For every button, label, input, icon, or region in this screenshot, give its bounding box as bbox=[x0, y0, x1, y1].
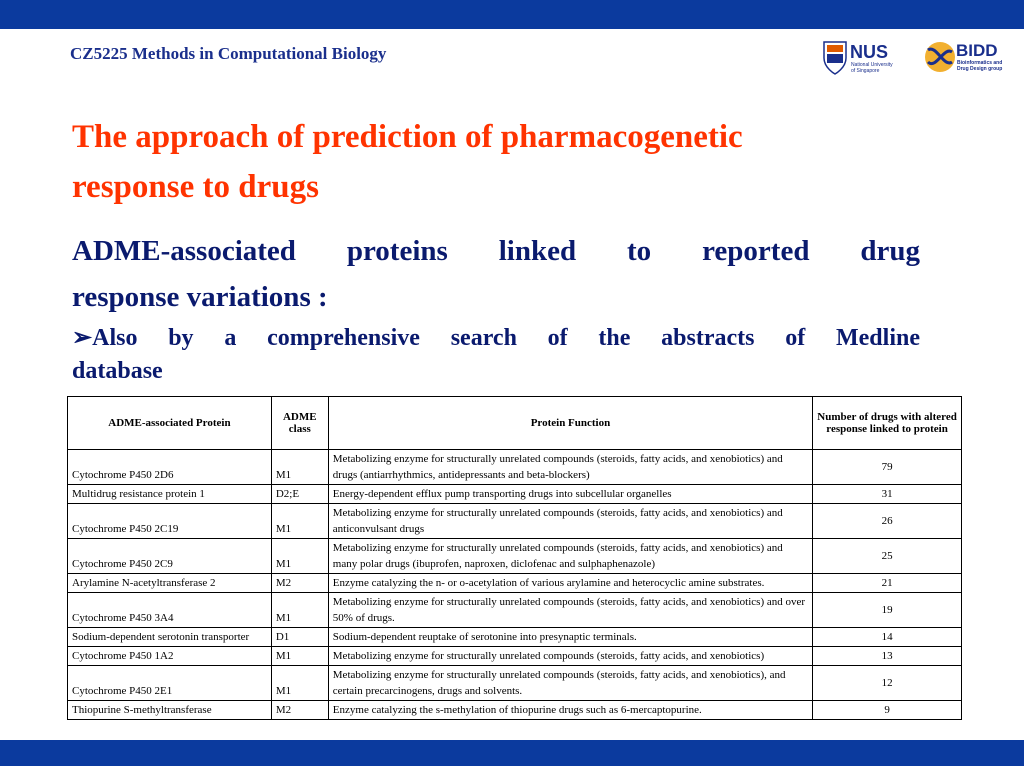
protein-cell: Cytochrome P450 2C9 bbox=[68, 539, 272, 574]
function-cell: Metabolizing enzyme for structurally unrelated compounds (steroids, fatty acids, and xenobiotics) and anticonvulsant drugs bbox=[328, 504, 812, 539]
column-header: ADME-associated Protein bbox=[68, 397, 272, 450]
count-cell: 12 bbox=[813, 666, 962, 701]
function-cell: Metabolizing enzyme for structurally unrelated compounds (steroids, fatty acids, and xenobiotics) and over 50% of drugs. bbox=[328, 593, 812, 628]
count-cell: 14 bbox=[813, 628, 962, 647]
class-cell: M1 bbox=[271, 504, 328, 539]
class-cell: M1 bbox=[271, 647, 328, 666]
adme-table bbox=[67, 396, 962, 720]
function-cell: Metabolizing enzyme for structurally unrelated compounds (steroids, fatty acids, and xenobiotics) and many polar drugs (ibuprofen, naproxen, diclofenac and sulphaphenazole) bbox=[328, 539, 812, 574]
count-cell: 21 bbox=[813, 574, 962, 593]
function-cell: Metabolizing enzyme for structurally unrelated compounds (steroids, fatty acids, and xenobiotics) and drugs (antiarrhythmics, antidepressants and beta-blockers) bbox=[328, 450, 812, 485]
table-row bbox=[68, 450, 962, 485]
nus-logo-text: NUS bbox=[850, 42, 889, 62]
protein-cell: Cytochrome P450 3A4 bbox=[68, 593, 272, 628]
count-cell: 9 bbox=[813, 701, 962, 720]
slide-title bbox=[72, 112, 932, 212]
bullet-line2: database bbox=[72, 358, 163, 384]
function-cell: Metabolizing enzyme for structurally unrelated compounds (steroids, fatty acids, and xenobiotics) bbox=[328, 647, 812, 666]
bottom-banner bbox=[0, 740, 1024, 766]
class-cell: M1 bbox=[271, 593, 328, 628]
function-cell: Enzyme catalyzing the n- or o-acetylation of various arylamine and heterocyclic amine substrates. bbox=[328, 574, 812, 593]
protein-cell: Cytochrome P450 2C19 bbox=[68, 504, 272, 539]
table-header-row bbox=[68, 397, 962, 450]
nus-logo bbox=[820, 38, 902, 78]
class-cell: M1 bbox=[271, 666, 328, 701]
slide-title-line1: The approach of prediction of pharmacogenetic bbox=[72, 119, 743, 155]
column-header: ADME class bbox=[271, 397, 328, 450]
subtitle-line2: response variations : bbox=[72, 281, 328, 313]
class-cell: M1 bbox=[271, 539, 328, 574]
function-cell: Metabolizing enzyme for structurally unrelated compounds (steroids, fatty acids, and xenobiotics), and certain precarcinogens, drugs and solvents. bbox=[328, 666, 812, 701]
protein-cell: Arylamine N-acetyltransferase 2 bbox=[68, 574, 272, 593]
protein-cell: Cytochrome P450 2E1 bbox=[68, 666, 272, 701]
class-cell: M2 bbox=[271, 701, 328, 720]
protein-cell: Thiopurine S-methyltransferase bbox=[68, 701, 272, 720]
slide-subtitle bbox=[72, 228, 920, 320]
column-header: Protein Function bbox=[328, 397, 812, 450]
function-cell: Enzyme catalyzing the s-methylation of thiopurine drugs such as 6-mercaptopurine. bbox=[328, 701, 812, 720]
table-row bbox=[68, 701, 962, 720]
class-cell: M2 bbox=[271, 574, 328, 593]
table-row bbox=[68, 628, 962, 647]
bidd-logo bbox=[922, 38, 1010, 76]
table-row bbox=[68, 647, 962, 666]
table-row bbox=[68, 504, 962, 539]
top-banner bbox=[0, 0, 1024, 29]
count-cell: 19 bbox=[813, 593, 962, 628]
svg-text:National University: National University bbox=[851, 62, 893, 68]
table-row bbox=[68, 574, 962, 593]
table-row bbox=[68, 666, 962, 701]
protein-cell: Cytochrome P450 1A2 bbox=[68, 647, 272, 666]
protein-cell: Sodium-dependent serotonin transporter bbox=[68, 628, 272, 647]
table-row bbox=[68, 593, 962, 628]
arrow-bullet-icon: ➢ bbox=[72, 325, 93, 351]
subtitle-line1: ADME-associated proteins linked to reported drug bbox=[72, 235, 920, 267]
column-header: Number of drugs with altered response linked to protein bbox=[813, 397, 962, 450]
count-cell: 25 bbox=[813, 539, 962, 574]
count-cell: 13 bbox=[813, 647, 962, 666]
course-title: CZ5225 Methods in Computational Biology bbox=[70, 44, 387, 63]
class-cell: M1 bbox=[271, 450, 328, 485]
svg-text:of Singapore: of Singapore bbox=[851, 68, 880, 74]
svg-text:Drug Design group: Drug Design group bbox=[957, 66, 1003, 72]
protein-cell: Multidrug resistance protein 1 bbox=[68, 485, 272, 504]
svg-text:Bioinformatics and: Bioinformatics and bbox=[957, 60, 1003, 66]
protein-cell: Cytochrome P450 2D6 bbox=[68, 450, 272, 485]
count-cell: 26 bbox=[813, 504, 962, 539]
bullet-line1: ➢Also by a comprehensive search of the abstracts of Medline bbox=[72, 325, 920, 351]
table-row bbox=[68, 485, 962, 504]
table-row bbox=[68, 539, 962, 574]
count-cell: 79 bbox=[813, 450, 962, 485]
count-cell: 31 bbox=[813, 485, 962, 504]
function-cell: Energy-dependent efflux pump transporting drugs into subcellular organelles bbox=[328, 485, 812, 504]
class-cell: D2;E bbox=[271, 485, 328, 504]
class-cell: D1 bbox=[271, 628, 328, 647]
bullet-point bbox=[72, 322, 920, 388]
function-cell: Sodium-dependent reuptake of serotonine into presynaptic terminals. bbox=[328, 628, 812, 647]
slide-title-line2: response to drugs bbox=[72, 169, 319, 205]
bidd-logo-text: BIDD bbox=[956, 41, 998, 60]
